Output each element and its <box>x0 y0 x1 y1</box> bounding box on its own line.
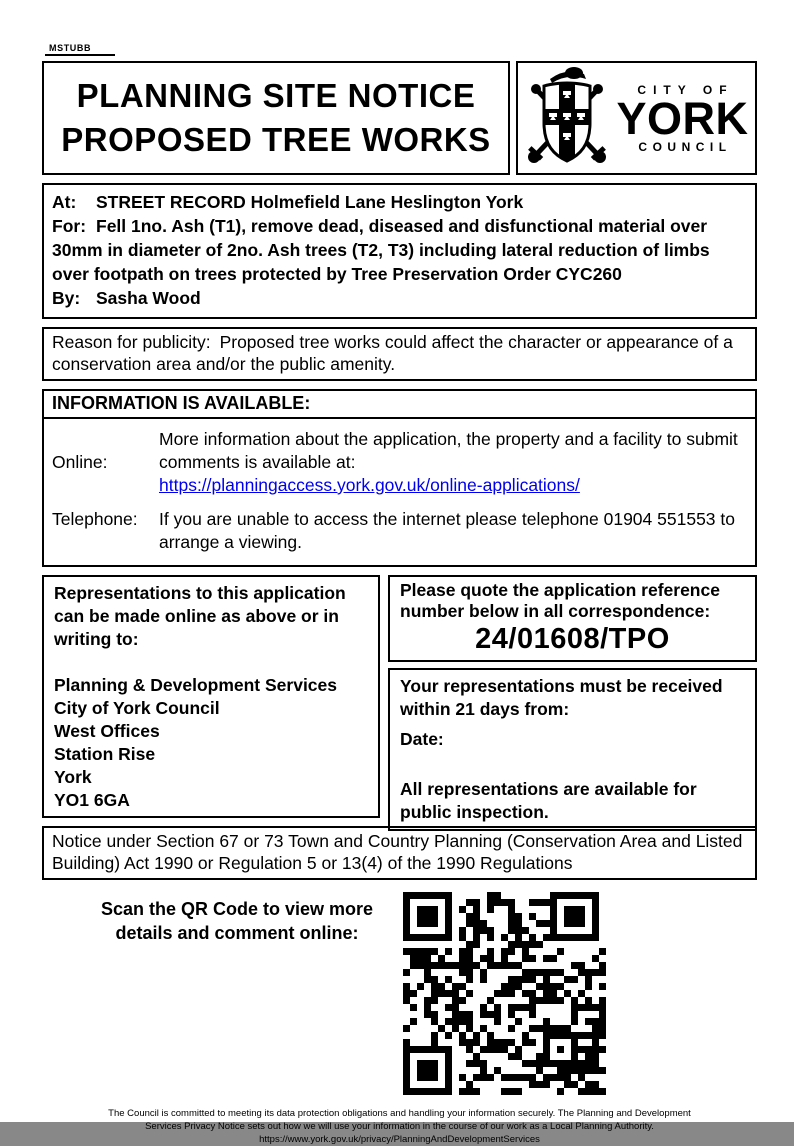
address-line: Station Rise <box>54 744 156 764</box>
page-title-line1: PLANNING SITE NOTICE <box>76 77 476 114</box>
for-line <box>52 214 747 286</box>
notice-title-box <box>42 61 510 175</box>
online-label: Online: <box>52 452 108 472</box>
legal-notice-box <box>42 826 757 880</box>
council-logo <box>516 61 757 175</box>
online-row <box>52 428 747 497</box>
by-label: By: <box>52 288 81 308</box>
qr-prompt <box>72 892 402 945</box>
council-logo-text <box>616 83 748 154</box>
information-content <box>44 419 755 565</box>
author-code: MSTUBB <box>45 43 115 56</box>
qr-code-wrap <box>403 892 606 1095</box>
at-line <box>52 190 747 214</box>
representations-address-box <box>42 575 380 818</box>
information-box <box>42 389 757 567</box>
reason-box <box>42 327 757 381</box>
address-line: York <box>54 767 92 787</box>
reference-quote-text: Please quote the application reference number below in all correspondence: <box>400 580 720 621</box>
privacy-url: https://www.york.gov.uk/privacy/PlanningAndDevelopmentServices <box>259 1134 540 1145</box>
representations-intro: Representations to this application can be made online as above or in writing to: <box>54 583 346 649</box>
telephone-row <box>52 508 747 554</box>
for-value: Fell 1no. Ash (T1), remove dead, diseased and disfunctional material over 30mm in diameter of 2no. Ash trees (T2, T3) including lateral reduction of limbs over footpath on trees protected by Tree Preservation Order CYC260 <box>52 216 710 284</box>
by-value: Sasha Wood <box>96 288 201 308</box>
qr-prompt-line1: Scan the QR Code to view more <box>100 899 374 919</box>
at-label: At: <box>52 192 77 212</box>
representations-section <box>42 575 757 822</box>
logo-york: YORK <box>616 92 749 144</box>
address-line: Planning & Development Services <box>54 675 338 695</box>
address-block <box>54 674 368 812</box>
at-value: STREET RECORD Holmefield Lane Heslington York <box>96 192 524 212</box>
online-applications-link[interactable]: https://planningaccess.york.gov.uk/online-applications/ <box>159 475 580 495</box>
by-line <box>52 286 747 310</box>
address-line: City of York Council <box>54 698 220 718</box>
page-title-line2: PROPOSED TREE WORKS <box>61 121 491 158</box>
online-text: More information about the application, the property and a facility to submit comments is available at: <box>159 429 738 472</box>
logo-council: COUNCIL <box>638 139 732 154</box>
address-line: West Offices <box>54 721 160 741</box>
information-heading: INFORMATION IS AVAILABLE: <box>44 391 755 419</box>
qr-code-icon <box>403 892 606 1095</box>
telephone-text: If you are unable to access the internet please telephone 01904 551553 to arrange a viewing. <box>159 509 735 552</box>
application-details-box <box>42 183 757 319</box>
privacy-line: The Council is committed to meeting its data protection obligations and handling your information securely. The Planning and Development <box>108 1108 691 1119</box>
received-by-box <box>388 668 757 831</box>
application-reference-number: 24/01608/TPO <box>475 623 670 655</box>
privacy-line: Services Privacy Notice sets out how we will use your information in the course of our work as a Local Planning Authority. <box>145 1121 654 1132</box>
legal-notice-text: Notice under Section 67 or 73 Town and Country Planning (Conservation Area and Listed Building) Act 1990 or Regulation 5 or 13(4) of the 1990 Regulations <box>52 831 743 873</box>
inspection-text: All representations are available for public inspection. <box>400 779 697 822</box>
header <box>42 61 757 175</box>
reason-text: Proposed tree works could affect the character or appearance of a conservation area and/or the public amenity. <box>52 332 733 374</box>
telephone-label: Telephone: <box>52 509 138 529</box>
for-label: For: <box>52 216 87 236</box>
online-text-block <box>159 428 747 497</box>
reference-column <box>388 575 757 822</box>
qr-prompt-line2: details and comment online: <box>115 923 359 943</box>
received-text: Your representations must be received within 21 days from: <box>400 676 723 719</box>
logo-city-of: CITY OF <box>637 82 734 97</box>
reference-number-box <box>388 575 757 662</box>
qr-section <box>42 892 757 1095</box>
reason-label: Reason for publicity: <box>52 332 211 352</box>
york-coat-of-arms-icon <box>524 65 610 172</box>
date-label: Date: <box>400 729 444 749</box>
address-line: YO1 6GA <box>54 790 130 810</box>
privacy-footer <box>42 1107 757 1146</box>
